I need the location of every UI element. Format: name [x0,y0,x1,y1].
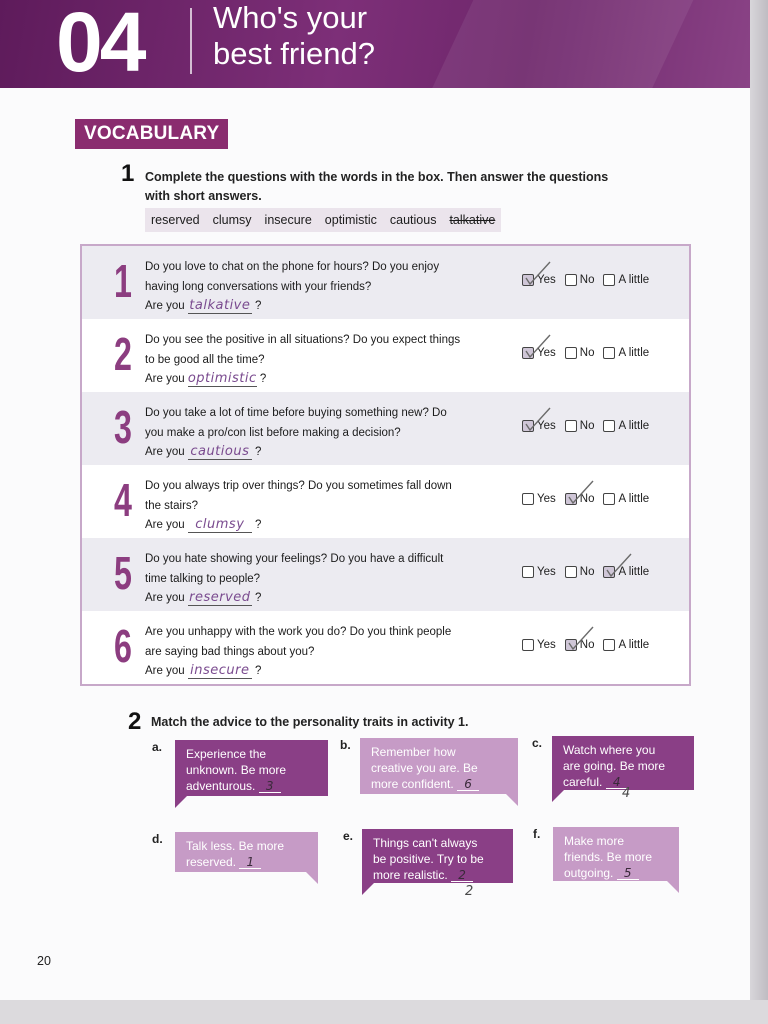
option-a-little[interactable] [603,493,649,505]
card-text: more realistic. [373,868,448,882]
prompt-label: Are you [145,519,185,531]
option-label: Yes [537,347,556,359]
card-line: Watch where you [563,743,656,757]
question-line: are saying bad things about you? [145,645,315,658]
option-no[interactable] [565,493,595,505]
answer-options [522,566,658,578]
card-notch [552,790,564,802]
card-notch [306,872,318,884]
answer-field[interactable]: reserved [189,590,251,605]
prompt-label: Are you [145,373,185,385]
card-line: Things can't always [373,836,478,850]
card-text: adventurous. [186,779,256,793]
question-line: Do you always trip over things? Do you sometimes fall down [145,480,452,492]
answer-field[interactable]: 6 [457,778,479,791]
option-no[interactable] [565,274,595,286]
question-prompt: Are you reserved ? [145,590,262,605]
checkbox[interactable] [565,420,577,432]
answer-field[interactable]: 4 [606,776,628,789]
question-number: 1 [114,255,132,307]
card-line: Talk less. Be more [186,839,285,853]
card-notch [175,796,187,808]
option-label: A little [618,493,650,505]
option-yes[interactable] [522,566,556,578]
checkbox[interactable] [522,420,534,432]
word-box [145,208,501,232]
quiz-row [82,538,689,611]
option-a-little[interactable] [603,347,649,359]
exercise-1-instruction [145,168,645,206]
question-prompt: Are you optimistic ? [145,371,267,386]
question-line: Do you love to chat on the phone for hours? Do you enjoy [145,261,440,273]
question-text [145,258,505,317]
question-line: the stairs? [145,499,199,512]
exercise-2-number: 2 [128,708,142,735]
answer-field[interactable]: 1 [239,856,261,869]
card-text: careful. [563,775,603,789]
option-no[interactable] [565,639,595,651]
answer-options [522,493,658,505]
checkbox[interactable] [522,347,534,359]
unit-title-line2: best friend? [213,36,375,71]
option-label: Yes [537,274,556,286]
advice-card-c [552,736,694,790]
option-label: Yes [537,639,556,651]
prompt-label: Are you [145,300,185,312]
question-line: Do you see the positive in all situations? Do you expect things [145,334,461,346]
page-edge [0,1000,768,1024]
question-text [145,550,505,609]
option-label: Yes [537,493,556,505]
checkbox[interactable] [565,566,577,578]
answer-field[interactable]: insecure [188,664,252,679]
card-line: creative you are. Be [371,761,478,775]
option-label: A little [618,347,650,359]
card-line [186,778,318,794]
option-a-little[interactable] [603,274,649,286]
card-notch [362,883,374,895]
option-label: A little [618,420,650,432]
word-item: cautious [389,213,437,227]
card-line [373,867,503,883]
prompt-label: Are you [145,665,185,677]
checkbox[interactable] [565,493,577,505]
word-item: optimistic [324,213,377,227]
advice-letter-a: a. [152,740,163,754]
word-item: clumsy [212,213,252,227]
question-prompt: Are you insecure ? [145,663,262,678]
option-yes[interactable] [522,347,556,359]
option-no[interactable] [565,347,595,359]
question-text [145,623,505,682]
quiz-row [82,465,689,538]
card-line [186,854,308,870]
option-a-little[interactable] [603,566,649,578]
option-label: Yes [537,420,556,432]
card-text: outgoing. [564,866,614,880]
checkbox[interactable] [522,493,534,505]
question-number: 4 [114,474,132,526]
answer-options [522,639,658,651]
checkbox[interactable] [522,566,534,578]
card-notch [667,881,679,893]
checkbox[interactable] [522,639,534,651]
checkbox[interactable] [603,493,615,505]
option-a-little[interactable] [603,639,649,651]
card-line: friends. Be more [564,850,653,864]
answer-field[interactable]: 3 [259,780,281,793]
card-text: more confident. [371,777,454,791]
card-line [371,776,508,792]
answer-field[interactable]: 2 [451,869,473,882]
option-label: A little [618,639,650,651]
word-item: reserved [151,213,200,227]
answer-field[interactable]: clumsy [188,518,252,533]
card-notch [506,794,518,806]
advice-card-d [175,832,318,872]
card-line: unknown. Be more [186,763,287,777]
exercise-1-number: 1 [121,160,135,187]
question-text [145,404,505,463]
margin-note: 4 [622,786,631,801]
unit-title [213,0,513,72]
question-prompt: Are you clumsy ? [145,517,262,532]
answer-options [522,347,658,359]
unit-header [0,0,750,88]
margin-note: 2 [465,884,474,899]
quiz-row [82,319,689,392]
unit-number: 04 [56,0,144,88]
checkbox[interactable] [565,274,577,286]
option-label: A little [618,274,650,286]
question-prompt: Are you talkative ? [145,298,262,313]
advice-letter-b: b. [340,738,351,752]
question-line: to be good all the time? [145,353,265,366]
checkbox[interactable] [603,347,615,359]
advice-card-a [175,740,328,796]
option-label: No [579,493,595,505]
personality-quiz [80,244,691,686]
question-number: 5 [114,547,132,599]
advice-letter-d: d. [152,832,163,846]
checkbox[interactable] [522,274,534,286]
question-text [145,331,505,390]
question-number: 2 [114,328,132,380]
answer-field[interactable]: talkative [189,298,251,313]
prompt-label: Are you [145,592,185,604]
instruction-line: with short answers. [145,189,262,203]
card-line: Remember how [371,745,456,759]
card-text: reserved. [186,855,237,869]
quiz-row [82,611,689,684]
book-spine [750,0,768,1024]
option-label: No [579,420,595,432]
option-yes[interactable] [522,274,556,286]
section-label: VOCABULARY [75,119,228,149]
answer-field[interactable]: cautious [188,445,252,460]
advice-letter-e: e. [343,829,354,843]
card-line: be positive. Try to be [373,852,484,866]
answer-field[interactable]: 5 [617,867,639,880]
question-number: 3 [114,401,132,453]
advice-letter-c: c. [532,736,543,750]
card-line: are going. Be more [563,759,666,773]
option-label: No [579,639,595,651]
question-text [145,477,505,536]
option-yes[interactable] [522,639,556,651]
advice-card-b [360,738,518,794]
question-number: 6 [114,620,132,672]
word-item-used: talkative [449,213,496,227]
checkbox[interactable] [603,420,615,432]
advice-letter-f: f. [533,827,541,841]
question-prompt: Are you cautious ? [145,444,262,459]
option-no[interactable] [565,566,595,578]
exercise-2-instruction: Match the advice to the personality traits in activity 1. [151,715,469,729]
instruction-line: Complete the questions with the words in the box. Then answer the questions [145,170,609,184]
question-line: Are you unhappy with the work you do? Do you think people [145,626,452,638]
answer-options [522,274,658,286]
question-line: Do you hate showing your feelings? Do you have a difficult [145,553,444,565]
option-a-little[interactable] [603,420,649,432]
option-label: No [579,274,595,286]
advice-card-e [362,829,513,883]
option-label: Yes [537,566,556,578]
checkbox[interactable] [565,347,577,359]
question-line: time talking to people? [145,572,261,585]
page-number: 20 [37,954,51,968]
quiz-row [82,392,689,465]
option-yes[interactable] [522,420,556,432]
checkbox[interactable] [603,274,615,286]
checkbox[interactable] [603,566,615,578]
option-label: No [579,566,595,578]
card-line [564,865,669,881]
checkbox[interactable] [565,639,577,651]
option-label: No [579,347,595,359]
question-line: having long conversations with your friends? [145,280,372,293]
question-line: you make a pro/con list before making a decision? [145,426,401,439]
card-line: Experience the [186,747,267,761]
answer-field[interactable]: optimistic [187,371,257,386]
header-divider [190,8,192,74]
word-item: insecure [264,213,312,227]
unit-title-line1: Who's your [213,0,368,35]
checkbox[interactable] [603,639,615,651]
card-line: Make more [564,834,625,848]
prompt-label: Are you [145,446,185,458]
quiz-row [82,246,689,319]
option-no[interactable] [565,420,595,432]
option-label: A little [618,566,650,578]
answer-options [522,420,658,432]
question-line: Do you take a lot of time before buying something new? Do [145,407,447,419]
advice-card-f [553,827,679,881]
option-yes[interactable] [522,493,556,505]
